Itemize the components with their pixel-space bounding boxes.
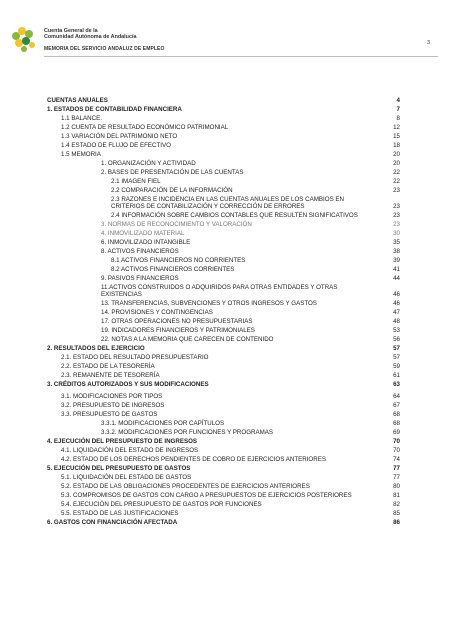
toc-entry-page: 63 <box>393 381 400 388</box>
toc-entry-page: 20 <box>393 160 400 167</box>
toc-entry[interactable] <box>47 230 400 237</box>
toc-entry-page: 80 <box>393 483 400 490</box>
page-header <box>10 26 430 62</box>
toc-entry[interactable] <box>47 151 400 158</box>
toc-entry-page: 12 <box>393 124 400 131</box>
toc-entry[interactable] <box>47 300 400 307</box>
toc-entry-title: 17. OTRAS OPERACIONES NO PRESUPUESTARIAS <box>101 318 253 325</box>
toc-entry-title: 1. ESTADOS DE CONTABILIDAD FINANCIERA <box>47 106 182 113</box>
toc-entry[interactable] <box>47 519 400 526</box>
toc-entry-title: 13. TRANSFERENCIAS, SUBVENCIONES Y OTROS INGRESOS Y GASTOS <box>101 300 317 307</box>
toc-entry-page: 23 <box>393 187 400 194</box>
toc-entry-title: 2.4 INFORMACIÓN SOBRE CAMBIOS CONTABLES QUE RESULTEN SIGNIFICATIVOS <box>111 212 358 219</box>
toc-entry-page: 23 <box>393 212 400 219</box>
toc-entry-page: 41 <box>393 266 400 273</box>
toc-entry-title: 1.2 CUENTA DE RESULTADO ECONÓMICO PATRIMONIAL <box>61 124 229 131</box>
toc-entry-page: 86 <box>393 519 400 526</box>
toc-entry[interactable] <box>47 456 400 463</box>
toc-entry[interactable] <box>47 124 400 131</box>
toc-entry-title: 1.5 MEMORIA <box>61 151 101 158</box>
toc-entry[interactable] <box>47 133 400 140</box>
toc-entry-title: 2. BASES DE PRESENTACIÓN DE LAS CUENTAS <box>101 169 244 176</box>
toc-entry-page: 70 <box>393 447 400 454</box>
toc-entry-title: 4. INMOVILIZADO MATERIAL <box>101 230 185 237</box>
toc-entry-title: 4.1. LIQUIDACIÓN DEL ESTADO DE INGRESOS <box>61 447 199 454</box>
toc-entry[interactable] <box>47 248 400 255</box>
toc-entry[interactable] <box>47 465 400 472</box>
toc-entry[interactable] <box>47 363 400 370</box>
toc-entry-page: 18 <box>393 142 400 149</box>
page-number: 3 <box>427 40 430 46</box>
toc-entry[interactable] <box>47 115 400 122</box>
toc-entry-title: 3.1. MODIFICACIONES POR TIPOS <box>61 393 163 400</box>
toc-entry[interactable] <box>47 327 400 334</box>
toc-entry-title: 3. NORMAS DE RECONOCIMIENTO Y VALORACIÓN <box>101 221 252 228</box>
toc-entry[interactable] <box>47 447 400 454</box>
toc-entry-page: 39 <box>393 257 400 264</box>
toc-entry-title: 2.2. ESTADO DE LA TESORERÍA <box>61 363 155 370</box>
toc-entry-page: 7 <box>396 106 400 113</box>
toc-entry[interactable] <box>47 429 400 436</box>
toc-entry-title: 5.3. COMPROMISOS DE GASTOS CON CARGO A PRESUPUESTOS DE EJERCICIOS POSTERIORES <box>61 492 352 499</box>
toc-entry-page: 68 <box>393 411 400 418</box>
toc-entry-title: 8. ACTIVOS FINANCIEROS <box>101 248 179 255</box>
toc-entry[interactable] <box>47 402 400 409</box>
toc-entry-title: 2.3. REMANENTE DE TESORERÍA <box>61 372 160 379</box>
toc-entry-title: CUENTAS ANUALES <box>47 97 108 104</box>
toc-entry-page: 38 <box>393 248 400 255</box>
toc-entry-title: 14. PROVISIONES Y CONTINGENCIAS <box>101 309 213 316</box>
toc-entry-page: 46 <box>393 300 400 307</box>
toc-entry[interactable] <box>47 187 400 194</box>
toc-entry[interactable] <box>47 169 400 176</box>
toc-entry[interactable] <box>47 483 400 490</box>
toc-entry[interactable] <box>47 438 400 445</box>
toc-entry-page: 48 <box>393 318 400 325</box>
toc-entry-page: 74 <box>393 456 400 463</box>
toc-entry-page: 61 <box>393 372 400 379</box>
toc-entry-title: 11.ACTIVOS CONSTRUIDOS O ADQUIRIDOS PARA OTRAS ENTIDADES Y OTRAS EXISTENCIAS <box>101 284 338 298</box>
toc-entry[interactable] <box>47 372 400 379</box>
table-of-contents <box>47 97 400 526</box>
toc-entry-page: 82 <box>393 501 400 508</box>
toc-entry-title: 6. INMOVILIZADO INTANGIBLE <box>101 239 191 246</box>
toc-entry[interactable] <box>47 97 400 104</box>
toc-entry-page: 30 <box>393 230 400 237</box>
toc-entry-page: 15 <box>393 133 400 140</box>
toc-entry-page: 47 <box>393 309 400 316</box>
toc-entry-page: 77 <box>393 474 400 481</box>
toc-entry-title: 19. INDICADORES FINANCIEROS Y PATRIMONIALES <box>101 327 255 334</box>
toc-entry-page: 23 <box>393 221 400 228</box>
toc-entry-title: 2.3 RAZONES E INCIDENCIA EN LAS CUENTAS ANUALES DE LOS CAMBIOS EN CRITERIOS DE CONTABILIZACIÓN Y CORRECCIÓN DE ERRORES <box>111 196 345 210</box>
toc-entry[interactable] <box>47 318 400 325</box>
toc-entry[interactable] <box>47 336 400 343</box>
toc-entry-title: 5.1. LIQUIDACIÓN DEL ESTADO DE GASTOS <box>61 474 192 481</box>
toc-entry-title: 3.3.2. MODIFICACIONES POR FUNCIONES Y PROGRAMAS <box>101 429 274 436</box>
toc-entry-title: 1.3 VARIACIÓN DEL PATRIMONIO NETO <box>61 133 178 140</box>
organization-name <box>44 28 136 41</box>
toc-entry-title: 5.5. ESTADO DE LAS JUSTIFICACIONES <box>61 510 179 517</box>
toc-entry-title: 2. RESULTADOS DEL EJERCICIO <box>47 345 145 352</box>
toc-entry[interactable] <box>47 501 400 508</box>
toc-entry-page: 53 <box>393 327 400 334</box>
toc-entry-page: 68 <box>393 420 400 427</box>
toc-entry-page: 85 <box>393 510 400 517</box>
toc-entry-page: 22 <box>393 169 400 176</box>
toc-entry-page: 70 <box>393 438 400 445</box>
toc-entry[interactable] <box>47 106 400 113</box>
toc-entry-title: 9. PASIVOS FINANCIEROS <box>101 275 179 282</box>
toc-entry[interactable] <box>47 142 400 149</box>
header-divider <box>44 56 438 57</box>
toc-entry-title: 1.4 ESTADO DE FLUJO DE EFECTIVO <box>61 142 171 149</box>
toc-entry-title: 2.1. ESTADO DEL RESULTADO PRESUPUESTARIO <box>61 354 209 361</box>
toc-entry-title: 3.3. PRESUPUESTO DE GASTOS <box>61 411 158 418</box>
toc-entry-page: 59 <box>393 363 400 370</box>
toc-entry-title: 2.2 COMPARACIÓN DE LA INFORMACIÓN <box>111 187 233 194</box>
toc-entry-page: 64 <box>393 393 400 400</box>
toc-entry[interactable] <box>47 160 400 167</box>
toc-entry-page: 44 <box>393 275 400 282</box>
toc-entry-page: 8 <box>396 115 400 122</box>
toc-entry-page: 69 <box>393 429 400 436</box>
junta-andalucia-logo-icon <box>10 26 38 54</box>
toc-entry-page: 57 <box>393 345 400 352</box>
toc-entry-title: 3. CRÉDITOS AUTORIZADOS Y SUS MODIFICACIONES <box>47 381 209 388</box>
toc-entry[interactable] <box>47 510 400 517</box>
toc-entry[interactable] <box>47 239 400 246</box>
toc-entry-title: 22. NOTAS A LA MEMORIA QUE CARECEN DE CONTENIDO <box>101 336 274 343</box>
toc-entry-title: 5. EJECUCIÓN DEL PRESUPUESTO DE GASTOS <box>47 465 191 472</box>
toc-entry-title: 1.1 BALANCE. <box>61 115 102 122</box>
toc-entry-title: 1. ORGANIZACIÓN Y ACTIVIDAD <box>101 160 196 167</box>
toc-entry[interactable] <box>47 411 400 418</box>
toc-entry[interactable] <box>47 309 400 316</box>
toc-entry[interactable] <box>47 284 400 298</box>
toc-entry[interactable] <box>47 266 400 273</box>
toc-entry-page: 22 <box>393 178 400 185</box>
toc-entry-title: 5.4. EJECUCIÓN DEL PRESUPUESTO DE GASTOS POR FUNCIONES <box>61 501 262 508</box>
toc-entry[interactable] <box>47 275 400 282</box>
toc-entry[interactable] <box>47 221 400 228</box>
toc-entry-page: 35 <box>393 239 400 246</box>
toc-entry[interactable] <box>47 196 400 210</box>
toc-entry-page: 81 <box>393 492 400 499</box>
toc-entry-title: 4. EJECUCIÓN DEL PRESUPUESTO DE INGRESOS <box>47 438 198 445</box>
toc-entry-page: 4 <box>396 97 400 104</box>
toc-entry-page: 67 <box>393 402 400 409</box>
org-line-2: Comunidad Autónoma de Andalucía <box>44 34 137 41</box>
toc-entry[interactable] <box>47 354 400 361</box>
document-subtitle: MEMORIA DEL SERVICIO ANDALUZ DE EMPLEO <box>44 46 165 52</box>
toc-entry-title: 8.2 ACTIVOS FINANCIEROS CORRIENTES <box>111 266 235 273</box>
toc-entry-title: 5.2. ESTADO DE LAS OBLIGACIONES PROCEDENTES DE EJERCICIOS ANTERIORES <box>61 483 310 490</box>
org-line-1: Cuenta General de la <box>44 28 98 34</box>
toc-entry-title: 6. GASTOS CON FINANCIACIÓN AFECTADA <box>47 519 178 526</box>
toc-entry[interactable] <box>47 257 400 264</box>
toc-entry[interactable] <box>47 381 400 388</box>
toc-entry[interactable] <box>47 420 400 427</box>
toc-entry-page: 20 <box>393 151 400 158</box>
toc-entry-page: 56 <box>393 336 400 343</box>
toc-entry-page: 23 <box>393 203 400 210</box>
toc-entry-title: 4.2. ESTADO DE LOS DERECHOS PENDIENTES DE COBRO DE EJERCICIOS ANTERIORES <box>61 456 326 463</box>
toc-entry-title: 2.1 IMAGEN FIEL <box>111 178 161 185</box>
toc-entry-page: 77 <box>393 465 400 472</box>
toc-entry-title: 8.1 ACTIVOS FINANCIEROS NO CORRIENTES <box>111 257 246 264</box>
toc-entry[interactable] <box>47 212 400 219</box>
toc-entry-title: 3.2. PRESUPUESTO DE INGRESOS <box>61 402 165 409</box>
toc-entry[interactable] <box>47 178 400 185</box>
toc-entry[interactable] <box>47 393 400 400</box>
toc-entry-title: 3.3.1. MODIFICACIONES POR CAPÍTULOS <box>101 420 225 427</box>
toc-entry[interactable] <box>47 492 400 499</box>
toc-entry-page: 57 <box>393 354 400 361</box>
toc-entry[interactable] <box>47 345 400 352</box>
toc-entry-page: 46 <box>393 291 400 298</box>
toc-entry[interactable] <box>47 474 400 481</box>
